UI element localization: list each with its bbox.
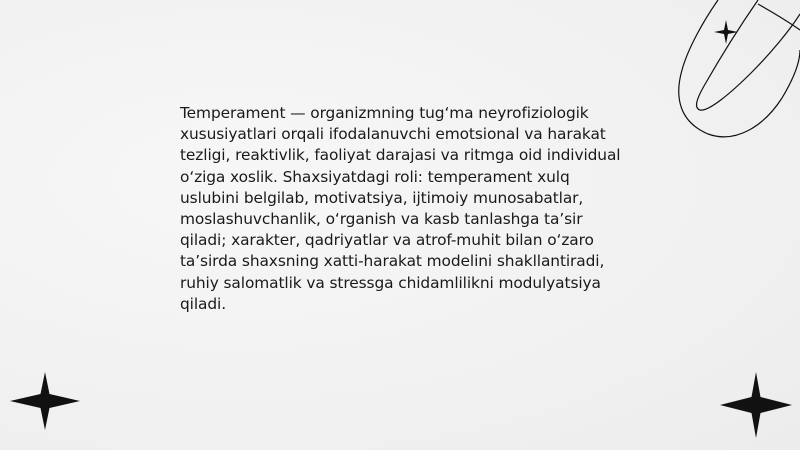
four-point-star-icon: [720, 372, 792, 438]
orbit-sparkle-icon: [660, 0, 800, 150]
temperament-paragraph: Temperament — organizmning tug‘ma neyrofiziologik xususiyatlari orqali ifodalanuvchi emotsional va harakat tezligi, reaktivlik, faoliyat darajasi va ritmga oid individual o‘ziga xoslik. Shaxsiyatdagi roli: temperament xulq uslubini belgilab, motivatsiya, ijtimoiy munosabatlar, moslashuvchanlik, o‘rganish va kasb tanlashga ta’sir qiladi; xarakter, qadriyatlar va atrof-muhit bilan o‘zaro ta’sirda shaxsning xatti-harakat modelini shakllantiradi, ruhiy salomatlik va stressga chidamlilikni modulyatsiya qiladi.: [180, 104, 621, 313]
four-point-star-icon: [10, 372, 80, 430]
